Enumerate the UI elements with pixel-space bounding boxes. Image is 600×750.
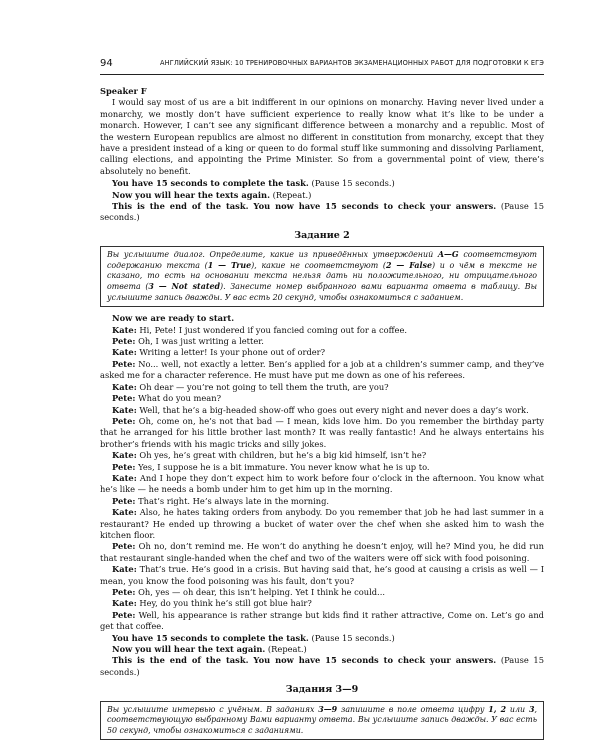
dialogue-speaker: Pete: — [112, 393, 136, 404]
dialogue-text: Oh, I was just writing a letter. — [135, 336, 264, 347]
dialogue-speaker: Pete: — [112, 336, 136, 347]
running-title: АНГЛИЙСКИЙ ЯЗЫК: 10 ТРЕНИРОВОЧНЫХ ВАРИАНТОВ ЭКЗАМЕНАЦИОННЫХ РАБОТ ДЛЯ ПОДГОТОВКИ К ЕГЭ — [160, 59, 544, 67]
dialogue-line — [100, 587, 544, 598]
dialogue-text: That’s true. He’s good in a crisis. But having said that, he’s good at causing a crisis as well — I mean, you know the food poisoning was his fault, don’t you? — [100, 564, 544, 586]
dialogue-text: Writing a letter! Is your phone out of order? — [136, 347, 326, 358]
dialogue-speaker: Kate: — [112, 564, 137, 575]
dialogue-speaker: Pete: — [112, 495, 136, 506]
dialogue-speaker: Kate: — [112, 507, 137, 518]
page-body — [100, 86, 544, 746]
dialogue-text: Oh yes, he’s great with children, but he’s a big kid himself, isn’t he? — [136, 450, 427, 461]
dialogue-speaker: Kate: — [112, 381, 137, 392]
dialogue-line — [100, 564, 544, 587]
task3-heading: Задания 3—9 — [285, 684, 359, 696]
dialogue-speaker: Pete: — [112, 541, 136, 552]
page-header — [100, 58, 544, 75]
dialogue-text: Hey, do you think he’s still got blue hair? — [136, 598, 312, 609]
dialogue-line — [100, 473, 544, 496]
dialogue-text: Hi, Pete! I just wondered if you fancied coming out for a coffee. — [136, 324, 408, 335]
task2-end-line-3: This is the end of the task. You now have 15 seconds to check your answers. (Pause 15 seconds.) — [100, 655, 544, 677]
dialogue-text: Yes, I suppose he is a bit immature. You never know what he is up to. — [135, 461, 430, 472]
dialogue-line — [100, 507, 544, 541]
dialogue-speaker: Pete: — [112, 461, 136, 472]
dialogue-text: Oh, yes — oh dear, this isn’t helping. Yet I think he could... — [135, 587, 385, 597]
dialogue-text: Oh no, don’t remind me. He won’t do anything he doesn’t enjoy, will he? Mind you, he did run that restaurant single-handed when the chef and two of the waiters were off sick with food poisoning. — [100, 541, 544, 563]
task1-end-line-2: Now you will hear the texts again. (Repeat.) — [112, 189, 312, 200]
dialogue-line — [100, 393, 544, 404]
dialogue-line — [100, 496, 544, 507]
dialogue-text: What do you mean? — [135, 393, 222, 404]
task2-end-line-1: You have 15 seconds to complete the task. (Pause 15 seconds.) — [112, 632, 395, 643]
dialogue-text: Oh, come on, he’s not that bad — I mean, kids love him. Do you remember the birthday party that he arranged for his little brother last month? It was really fantastic! And he always entertains his brother’s friends with his magic tricks and silly jokes. — [100, 415, 544, 449]
dialogue-line — [100, 416, 544, 450]
dialogue-speaker: Kate: — [112, 347, 137, 358]
speaker-f-title: Speaker F — [100, 86, 147, 96]
dialogue-line — [100, 405, 544, 416]
dialogue-text: Well, that he’s a big-headed show-off who goes out every night and never does a day’s work. — [136, 404, 529, 415]
dialogue-line — [100, 382, 544, 393]
dialogue-speaker: Kate: — [112, 472, 137, 483]
dialogue-line — [100, 462, 544, 473]
speaker-f-text: I would say most of us are a bit indifferent in our opinions on monarchy. Having never lived under a monarchy, we mostly don’t have sufficient experience to really know what it’s like to be under a monarch. However, I can’t see any significant difference between a monarchy and a republic. Most of the western European republics are almost no different in constitution from monarchy, except that they have a president instead of a king or queen to do formal stuff like summoning and dissolving Parliament, calling elections, and appointing the Prime Minister. So from a governmental point of view, there’s absolutely no benefit. — [100, 97, 544, 176]
dialogue-text: Well, his appearance is rather strange but kids find it rather attractive, Come on. Let’s go and get that coffee. — [100, 609, 544, 632]
dialogue-speaker: Kate: — [112, 598, 137, 609]
dialogue-speaker: Pete: — [112, 415, 136, 426]
page-number: 94 — [100, 58, 113, 69]
dialogue-speaker: Pete: — [112, 609, 136, 620]
dialogue-text: No... well, not exactly a letter. Ben’s applied for a job at a children’s summer camp, and they’ve asked me for a character reference. He must have put me down as one of his referees. — [100, 358, 544, 381]
dialogue-line — [100, 541, 544, 564]
task2-instructions: Вы услышите диалог. Определите, какие из приведённых утверждений A—G соответствуют содержанию текста (1 — True), какие не соответствуют (2 — False) и о чём в тексте не сказано, то есть на основании текста нельзя дать ни положительного, ни отрицательного ответа (3 — Not stated). Занесите номер выбранного вами варианта ответа в таблицу. Вы услышите запись дважды. У вас есть 20 секунд, чтобы ознакомиться с заданием. — [100, 246, 544, 307]
dialogue-text: And I hope they don’t expect him to work before four o’clock in the afternoon. You know what he’s like — he needs a bomb under him to get him up in the morning. — [100, 472, 544, 495]
dialogue-line — [100, 610, 544, 633]
task3-instructions: Вы услышите интервью с учёным. В заданиях 3—9 запишите в поле ответа цифру 1, 2 или 3, соответствующую выбранному Вами варианту ответа. Вы услышите запись дважды. У вас есть 50 секунд, чтобы ознакомиться с заданиями. — [100, 701, 544, 741]
task2-end-line-2: Now you will hear the text again. (Repeat.) — [112, 644, 307, 655]
dialogue — [100, 325, 544, 633]
dialogue-text: Oh dear — you’re not going to tell them the truth, are you? — [136, 381, 389, 392]
task1-end-line-1: You have 15 seconds to complete the task. (Pause 15 seconds.) — [112, 178, 395, 189]
dialogue-line — [100, 347, 544, 358]
dialogue-line — [100, 359, 544, 382]
task2-heading: Задание 2 — [294, 229, 350, 241]
task2-start: Now we are ready to start. — [112, 313, 235, 324]
dialogue-text: That’s right. He’s always late in the morning. — [135, 495, 330, 506]
dialogue-line — [100, 598, 544, 609]
task1-end-line-3: This is the end of the task. You now have 15 seconds to check your answers. (Pause 15 seconds.) — [100, 201, 544, 223]
dialogue-speaker: Pete: — [112, 587, 136, 597]
dialogue-speaker: Kate: — [112, 404, 137, 415]
dialogue-line — [100, 450, 544, 461]
dialogue-speaker: Pete: — [112, 358, 136, 369]
dialogue-speaker: Kate: — [112, 450, 137, 461]
dialogue-text: Also, he hates taking orders from anybody. Do you remember that job he had last summer in a restaurant? He ended up throwing a bucket of water over the chef when she asked him to wash the kitchen floor. — [100, 507, 544, 540]
dialogue-line — [100, 325, 544, 336]
dialogue-speaker: Kate: — [112, 324, 137, 335]
dialogue-line — [100, 336, 544, 347]
